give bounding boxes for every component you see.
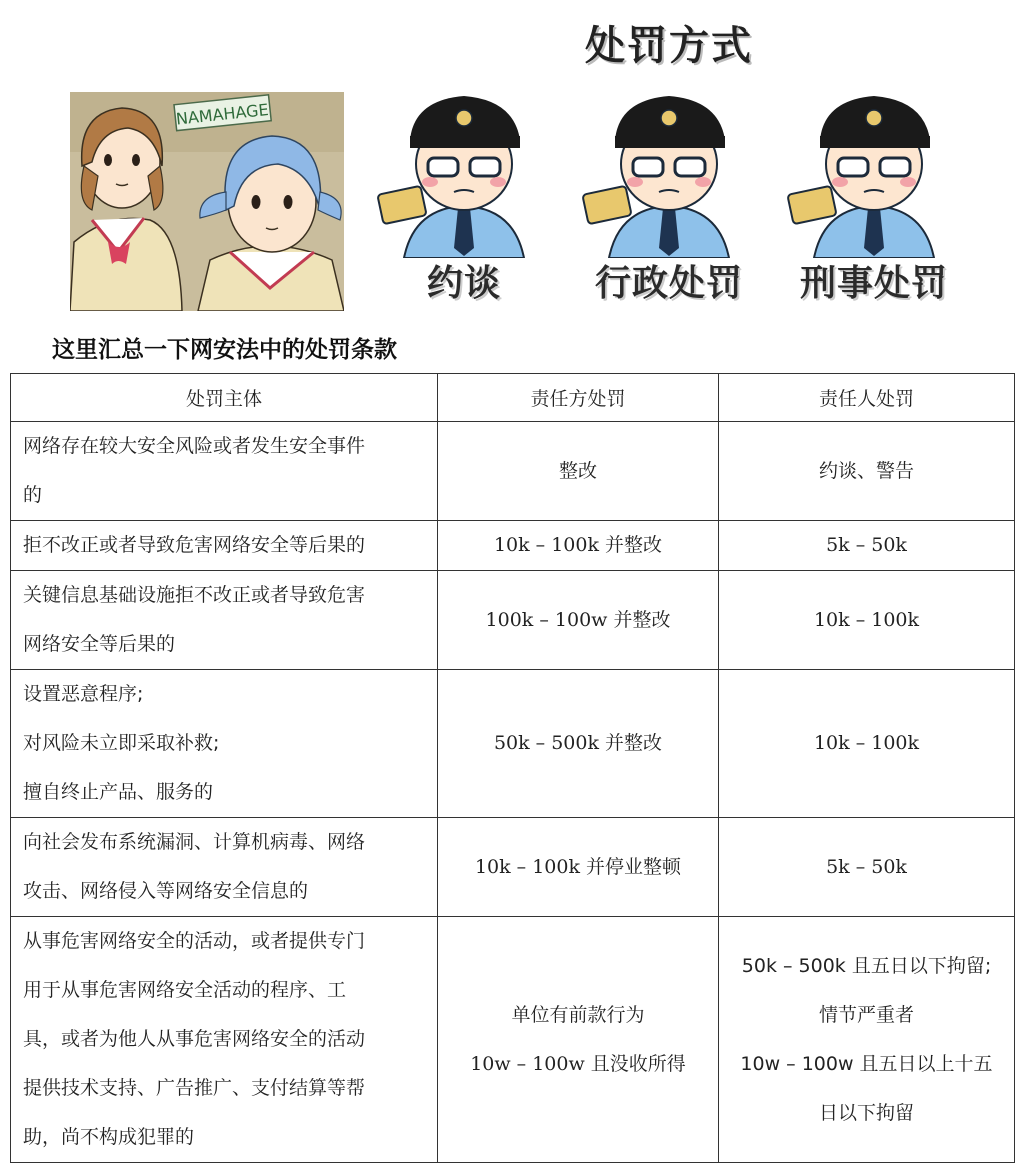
subject-cell xyxy=(11,670,438,818)
cell-line: 5k – 50k xyxy=(826,855,907,878)
table-row xyxy=(11,571,1015,670)
party-penalty-cell xyxy=(438,670,719,818)
cell-line: 的 xyxy=(23,484,43,506)
header-person-penalty: 责任人处罚 xyxy=(719,374,1015,422)
party-penalty-cell xyxy=(438,521,719,571)
officer-label: 约谈 xyxy=(426,263,501,304)
cell-line: 5k – 50k xyxy=(826,534,907,556)
subject-cell xyxy=(11,571,438,670)
person-penalty-cell xyxy=(719,917,1015,1163)
officer-label: 刑事处罚 xyxy=(799,263,948,304)
cell-line: 助，尚不构成犯罪的 xyxy=(23,1126,195,1148)
cell-line: 10k – 100k xyxy=(813,732,920,754)
cell-line: 50k – 500k 并整改 xyxy=(493,732,663,754)
table-row xyxy=(11,917,1015,1163)
cell-line: 10k – 100k 并停业整顿 xyxy=(474,855,682,878)
cell-line: 具，或者为他人从事危害网络安全的活动 xyxy=(23,1028,366,1050)
cell-line: 提供技术支持、广告推广、支付结算等帮 xyxy=(23,1077,366,1099)
cell-line: 从事危害网络安全的活动，或者提供专门 xyxy=(23,930,366,952)
anime-illustration xyxy=(70,92,344,311)
cell-line: 10k – 100k xyxy=(813,608,920,631)
party-penalty-cell xyxy=(438,917,719,1163)
cell-line: 整改 xyxy=(558,459,597,482)
table-header-row xyxy=(11,374,1015,422)
person-penalty-cell xyxy=(719,521,1015,571)
namahage-sign: NAMAHAGE xyxy=(175,99,270,129)
subject-cell xyxy=(11,521,438,571)
cell-line: 关键信息基础设施拒不改正或者导致危害 xyxy=(23,584,366,606)
header-subject: 处罚主体 xyxy=(11,374,438,422)
cell-line: 10w – 100w 且没收所得 xyxy=(470,1052,686,1075)
penalty-table xyxy=(10,373,1015,1163)
officer-talk xyxy=(374,78,554,318)
cell-line: 设置恶意程序; xyxy=(23,683,144,705)
cell-line: 用于从事危害网络安全活动的程序、工 xyxy=(23,979,347,1001)
party-penalty-cell xyxy=(438,818,719,917)
officer-label: 行政处罚 xyxy=(594,263,743,304)
cell-line: 10k – 100k 并整改 xyxy=(493,534,663,556)
party-penalty-cell xyxy=(438,571,719,670)
cell-line: 向社会发布系统漏洞、计算机病毒、网络 xyxy=(23,831,366,853)
person-penalty-cell xyxy=(719,422,1015,521)
police-illustration xyxy=(364,0,974,318)
cell-line: 日以下拘留 xyxy=(818,1101,914,1124)
person-penalty-cell xyxy=(719,571,1015,670)
cell-line: 单位有前款行为 xyxy=(511,1003,645,1026)
cell-line: 100k – 100w 并整改 xyxy=(485,608,671,631)
cell-line: 约谈、警告 xyxy=(818,459,914,482)
subject-cell xyxy=(11,422,438,521)
cell-line: 50k – 500k 且五日以下拘留; xyxy=(741,954,992,977)
person-penalty-cell xyxy=(719,670,1015,818)
officer-administrative xyxy=(579,78,759,318)
officer-criminal xyxy=(784,78,964,318)
penalty-methods-title: 处罚方式 xyxy=(585,23,753,69)
table-row xyxy=(11,670,1015,818)
party-penalty-cell xyxy=(438,422,719,521)
person-penalty-cell xyxy=(719,818,1015,917)
page-heading: 这里汇总一下网安法中的处罚条款 xyxy=(52,337,397,363)
table-row xyxy=(11,818,1015,917)
cell-line: 网络安全等后果的 xyxy=(23,633,176,655)
cell-line: 擅自终止产品、服务的 xyxy=(23,781,214,803)
cell-line: 网络存在较大安全风险或者发生安全事件 xyxy=(23,435,366,457)
cell-line: 拒不改正或者导致危害网络安全等后果的 xyxy=(23,534,366,556)
cell-line: 情节严重者 xyxy=(818,1003,914,1026)
cell-line: 10w – 100w 且五日以上十五 xyxy=(740,1052,993,1075)
cell-line: 攻击、网络侵入等网络安全信息的 xyxy=(23,880,309,902)
table-row xyxy=(11,422,1015,521)
subject-cell xyxy=(11,818,438,917)
subject-cell xyxy=(11,917,438,1163)
table-row xyxy=(11,521,1015,571)
header-party-penalty: 责任方处罚 xyxy=(438,374,719,422)
cell-line: 对风险未立即采取补救; xyxy=(23,732,220,754)
